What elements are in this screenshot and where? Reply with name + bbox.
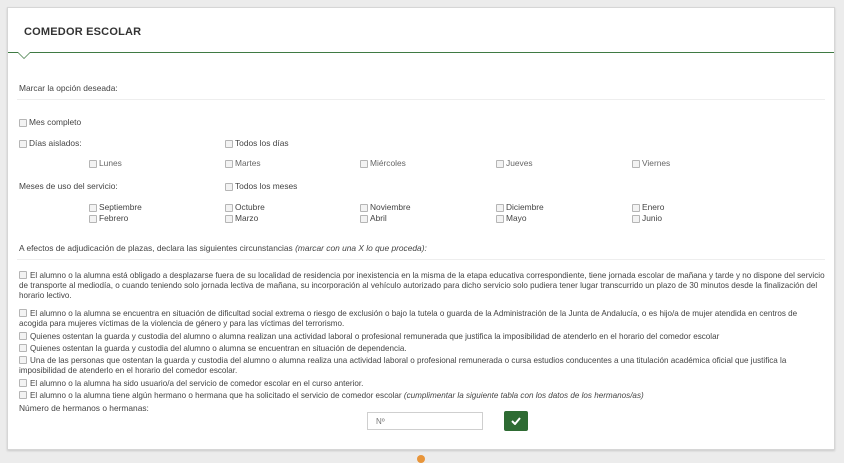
comedor-escolar-panel [7,7,835,450]
dia-lunes-label: Lunes [99,158,122,168]
mes-enero-label: Enero [642,202,665,212]
intro-note: (marcar con una X lo que proceda): [295,243,427,253]
circunstancias-divider [17,259,825,260]
circunstancia-2-text: El alumno o la alumna se encuentra en situación de dificultad social extrema o riesgo de exclusión o bajo la tutela o guarda de la Administración de la Junta de Andalucía, o es hijo/a de mujer atendida en centros de acogida para mujeres víctimas de la violencia de género y para las víctimas del terrorismo. [19,309,798,328]
circunstancia-6-text: El alumno o la alumna ha sido usuario/a del servicio de comedor escolar en el curso anterior. [30,379,364,388]
circunstancia-item-4 [19,344,825,354]
check-icon [511,417,521,425]
todos-los-dias-label: Todos los días [235,138,289,148]
header-divider [8,52,834,53]
dias-aislados-checkbox[interactable] [19,140,27,148]
circunstancia-item-7 [19,391,825,401]
circunstancia-item-3 [19,332,825,342]
hermanos-label: Número de hermanos o hermanas: [19,403,149,413]
circunstancia-item-6 [19,379,825,389]
dia-jueves-checkbox[interactable] [496,160,504,168]
dia-viernes-label: Viernes [642,158,671,168]
circunstancia-2-checkbox[interactable] [19,309,27,317]
circunstancia-1-checkbox[interactable] [19,271,27,279]
dia-martes-label: Martes [235,158,261,168]
dia-martes-checkbox[interactable] [225,160,233,168]
circunstancia-5-checkbox[interactable] [19,356,27,364]
dia-miercoles-checkbox[interactable] [360,160,368,168]
todos-los-meses-checkbox[interactable] [225,183,233,191]
circunstancia-3-checkbox[interactable] [19,332,27,340]
circunstancia-item-5 [19,356,825,376]
panel-title: COMEDOR ESCOLAR [24,26,142,38]
mes-diciembre-checkbox[interactable] [496,204,504,212]
mes-junio-label: Junio [642,213,663,223]
mes-febrero-checkbox[interactable] [89,215,97,223]
circunstancia-7-text: El alumno o la alumna tiene algún hermano o hermana que ha solicitado el servicio de comedor escolar [30,391,404,400]
hermanos-number-input[interactable] [367,412,483,430]
mes-febrero-label: Febrero [99,213,129,223]
dia-miercoles-label: Miércoles [370,158,406,168]
circunstancia-4-text: Quienes ostentan la guarda y custodia del alumno o alumna se encuentran en situación de dependencia. [30,344,407,353]
scroll-indicator-dot [417,455,425,463]
section-divider [17,99,825,100]
dia-viernes-checkbox[interactable] [632,160,640,168]
circunstancia-7-checkbox[interactable] [19,391,27,399]
dia-lunes-checkbox[interactable] [89,160,97,168]
circunstancia-item-1 [19,271,825,300]
confirm-hermanos-button[interactable] [504,411,528,431]
circunstancia-4-checkbox[interactable] [19,344,27,352]
mes-enero-checkbox[interactable] [632,204,640,212]
mes-octubre-checkbox[interactable] [225,204,233,212]
prompt-label: Marcar la opción deseada: [19,83,118,93]
todos-los-meses-label: Todos los meses [235,181,298,191]
circunstancia-7-note: (cumplimentar la siguiente tabla con los datos de los hermanos/as) [403,391,644,400]
mes-mayo-label: Mayo [506,213,527,223]
circunstancia-3-text: Quienes ostentan la guarda y custodia del alumno o alumna realizan una actividad laboral o profesional remunerada que justifica la imposibilidad de atenderlo en el horario del comedor escolar [30,332,720,341]
mes-abril-label: Abril [370,213,387,223]
mes-mayo-checkbox[interactable] [496,215,504,223]
mes-diciembre-label: Diciembre [506,202,544,212]
mes-noviembre-label: Noviembre [370,202,411,212]
circunstancia-5-text: Una de las personas que ostentan la guarda y custodia del alumno o alumna realiza una actividad laboral o profesional remunerada o cursa estudios conducentes a una titulación académica oficial que justifica la imposibilidad de atenderlo en el horario del comedor escolar. [19,356,787,375]
circunstancia-item-2 [19,309,825,329]
mes-octubre-label: Octubre [235,202,265,212]
mes-junio-checkbox[interactable] [632,215,640,223]
intro-text: A efectos de adjudicación de plazas, declara las siguientes circunstancias [19,243,296,253]
circunstancia-1-text: El alumno o la alumna está obligado a desplazarse fuera de su localidad de residencia por inexistencia en la misma de la etapa educativa correspondiente, tiene jornada escolar de mañana y tarde y no dispone del servicio de transporte al mediodía, o cuando teniendo solo jornada lectiva de mañana, su incorporación al vehículo autorizado para dicho servicio solo pudiera tener lugar transcurrido un plazo de 30 minutos desde la finalización del horario lectivo. [19,271,825,300]
mes-marzo-checkbox[interactable] [225,215,233,223]
todos-los-dias-checkbox[interactable] [225,140,233,148]
mes-noviembre-checkbox[interactable] [360,204,368,212]
mes-septiembre-checkbox[interactable] [89,204,97,212]
dia-jueves-label: Jueves [506,158,533,168]
circunstancia-6-checkbox[interactable] [19,379,27,387]
mes-abril-checkbox[interactable] [360,215,368,223]
mes-completo-checkbox[interactable] [19,119,27,127]
circunstancias-intro [19,243,427,253]
mes-completo-label: Mes completo [29,117,82,127]
mes-septiembre-label: Septiembre [99,202,142,212]
dias-aislados-label: Días aislados: [29,138,82,148]
mes-marzo-label: Marzo [235,213,259,223]
meses-uso-label: Meses de uso del servicio: [19,181,118,191]
